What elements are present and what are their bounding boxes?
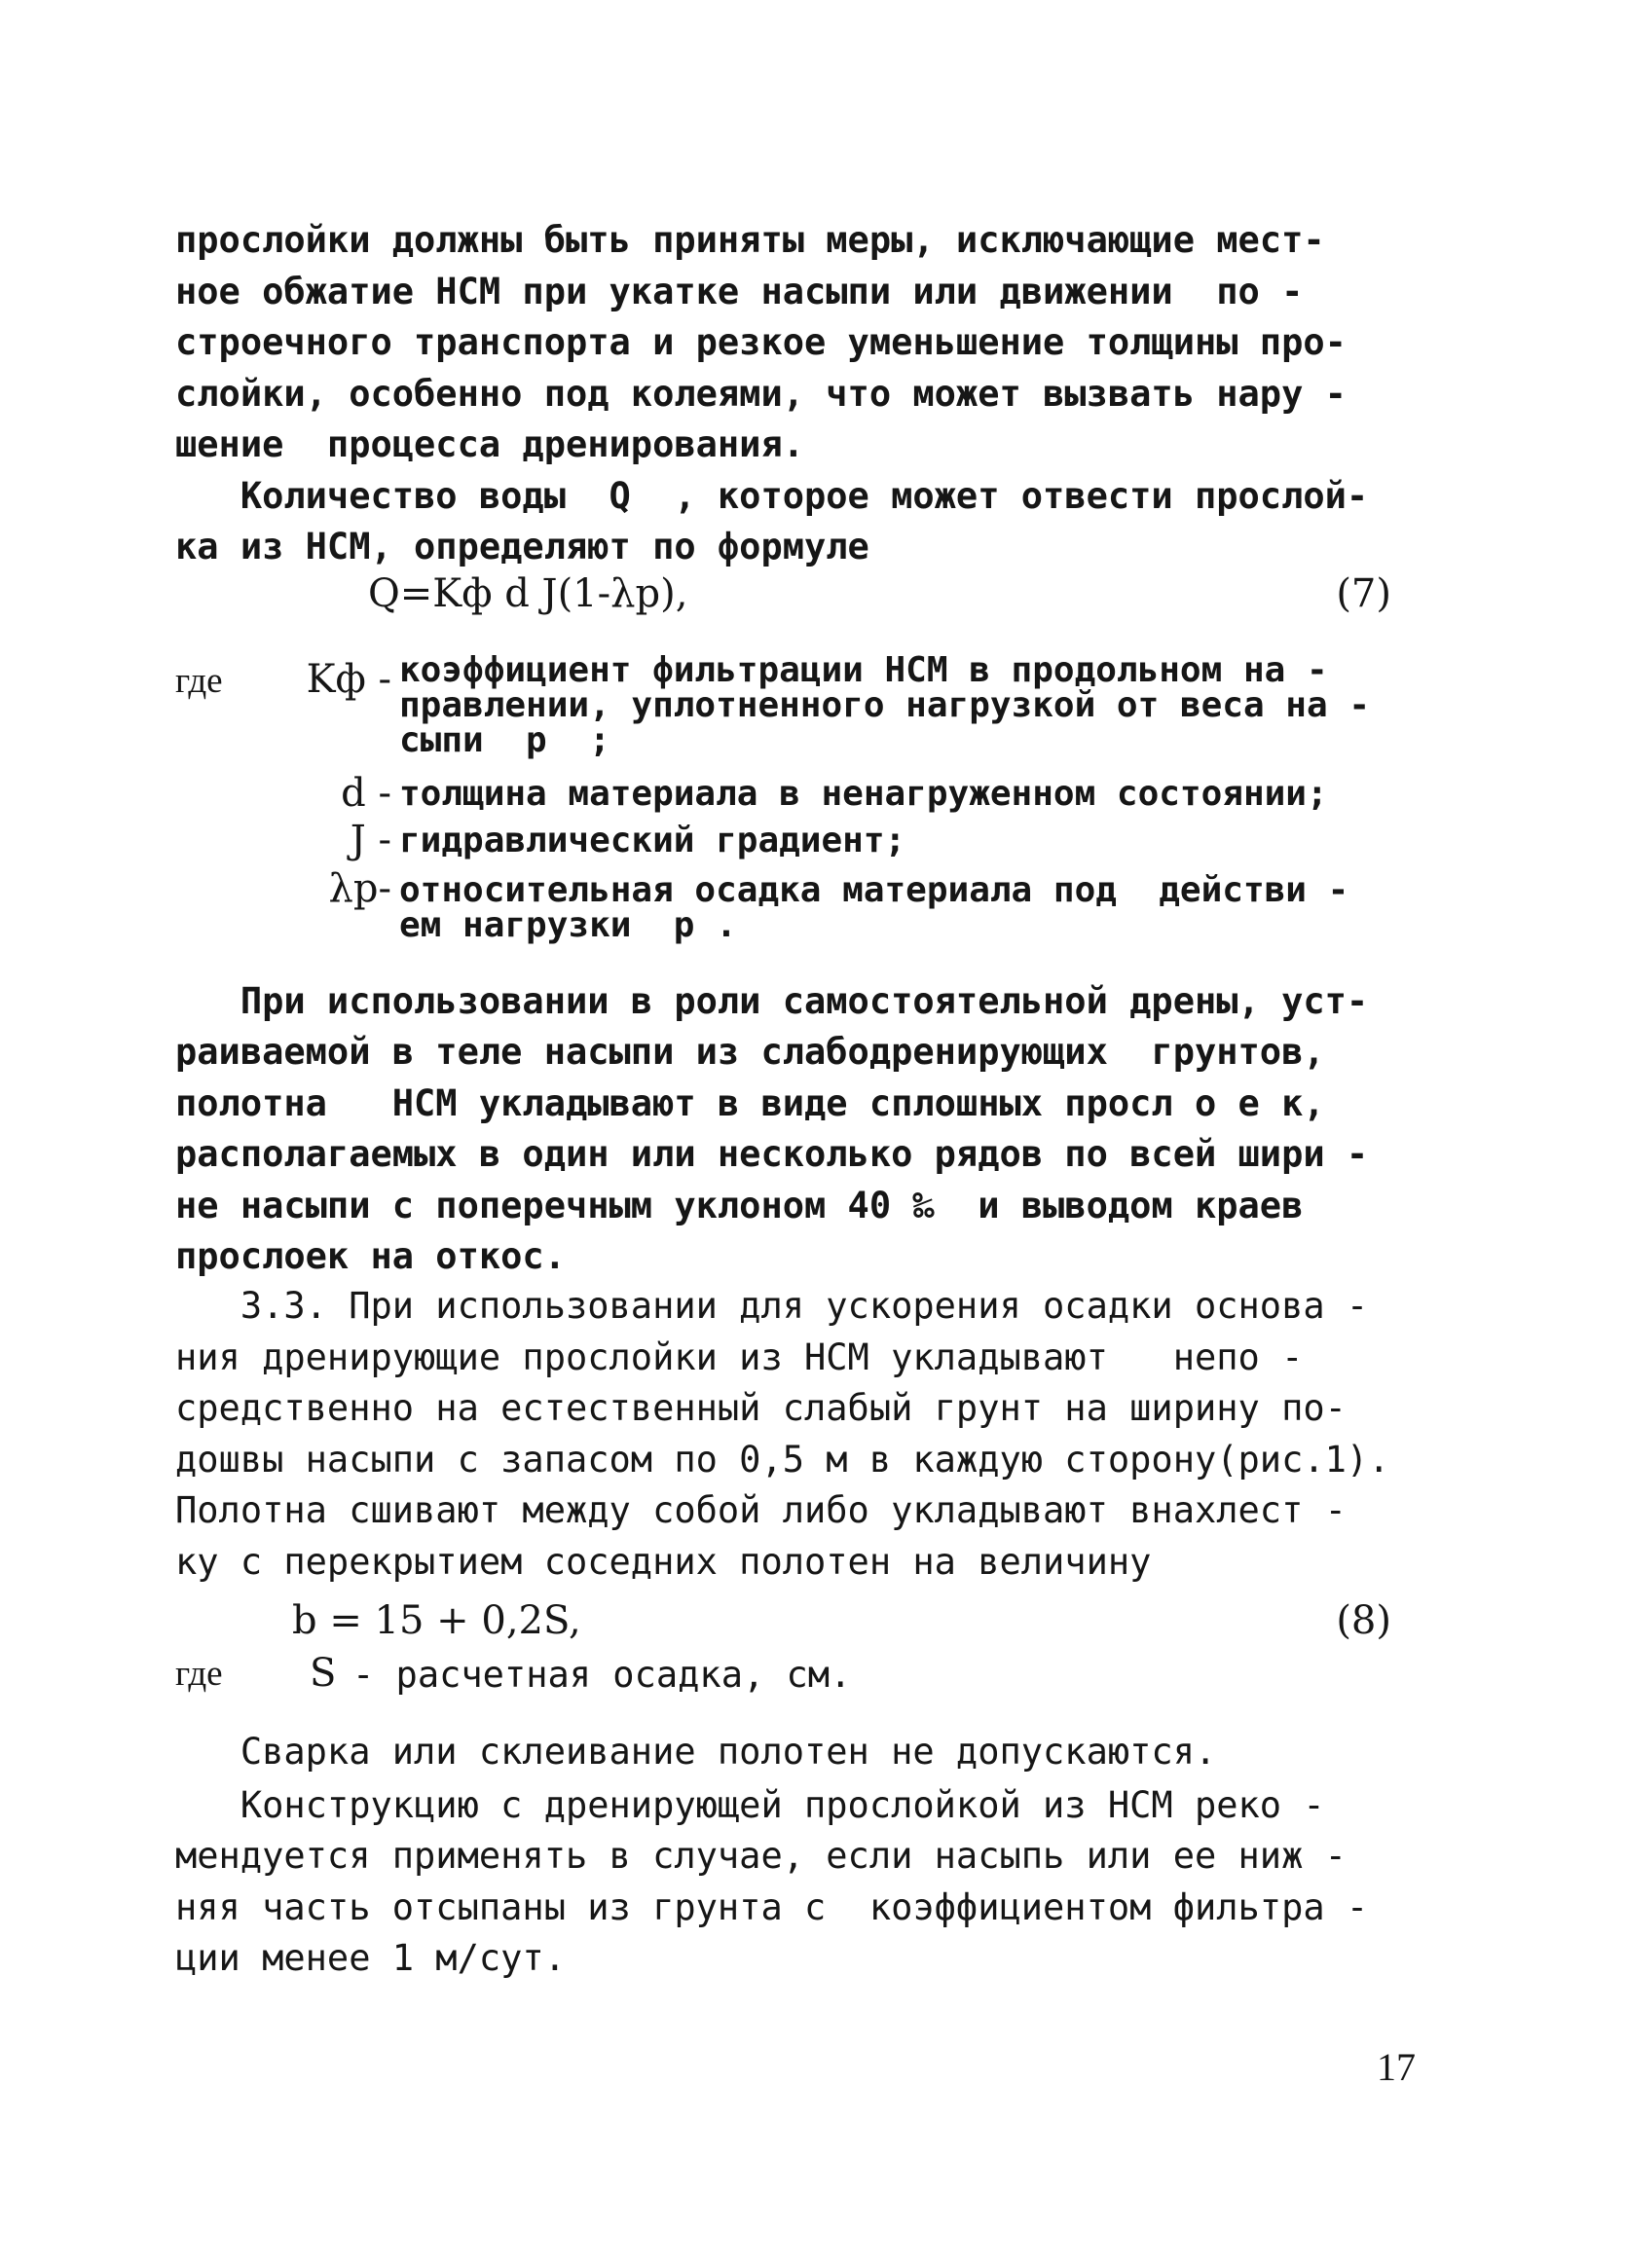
definition-text: относительная осадка материала под действи -	[399, 870, 1349, 910]
text-line: располагаемых в один или несколько рядов по всей шири -	[175, 1133, 1369, 1175]
equation-number-8: (8)	[1336, 1598, 1391, 1643]
definition-symbol: S	[310, 1651, 337, 1696]
text-line: полотна НСМ укладывают в виде сплошных просл о е к,	[175, 1082, 1325, 1124]
definition-text: коэффициент фильтрации НСМ в продольном на -	[399, 650, 1328, 690]
text-line: При использовании в роли самостоятельной дрены, уст-	[175, 980, 1369, 1022]
text-line: ка из НСМ, определяют по формуле	[175, 526, 869, 567]
equation-number-7: (7)	[1336, 571, 1391, 616]
text-line: ния дренирующие прослойки из НСМ укладывают непо -	[175, 1336, 1304, 1378]
text-line: Конструкцию с дренирующей прослойкой из НСМ реко -	[175, 1784, 1325, 1826]
formula-7: Q=Kф d J(1-λp),	[368, 571, 688, 616]
where-label-8: где	[175, 1654, 223, 1694]
definition-text: - расчетная осадка, см.	[352, 1654, 852, 1696]
text-line: 3.3. При использовании для ускорения осадки основа -	[175, 1285, 1369, 1327]
text-line: слойки, особенно под колеями, что может вызвать нару -	[175, 373, 1347, 415]
text-line: прослоек на откос.	[175, 1235, 566, 1277]
text-line: средственно на естественный слабый грунт на ширину по-	[175, 1387, 1347, 1429]
definition-symbol: Kф -	[306, 657, 391, 702]
definition-text: толщина материала в ненагруженном состоянии;	[399, 774, 1328, 814]
text-line: прослойки должны быть приняты меры, исключающие мест-	[175, 219, 1325, 261]
where-label: где	[175, 661, 223, 701]
definition-text: сыпи p ;	[399, 720, 610, 760]
text-line: шение процесса дренирования.	[175, 423, 805, 465]
paragraph-5: Сварка или склеивание полотен не допускаются.	[175, 1731, 1217, 1773]
text-line: ку с перекрытием соседних полотен на величину	[175, 1541, 1152, 1583]
text-line: няя часть отсыпаны из грунта с коэффициентом фильтра -	[175, 1886, 1369, 1928]
definition-text: гидравлический градиент;	[399, 821, 906, 860]
text-line: дошвы насыпи с запасом по 0,5 м в каждую сторону(рис.1).	[175, 1439, 1390, 1481]
definition-text: ем нагрузки p .	[399, 905, 737, 945]
text-line: раиваемой в теле насыпи из слабодренирующих грунтов,	[175, 1031, 1325, 1073]
text-line: строечного транспорта и резкое уменьшение толщины про-	[175, 321, 1347, 363]
page-number: 17	[1377, 2045, 1416, 2089]
text-line: не насыпи с поперечным уклоном 40 ‰ и выводом краев	[175, 1185, 1304, 1226]
text-line: Полотна сшивают между собой либо укладывают внахлест -	[175, 1489, 1347, 1531]
formula-8: b = 15 + 0,2S,	[292, 1598, 581, 1643]
text-line: Количество воды Q , которое может отвести прослой-	[175, 475, 1369, 517]
definition-symbol: d -	[341, 771, 391, 816]
definition-symbol: λp-	[328, 866, 391, 911]
text-line: ции менее 1 м/сут.	[175, 1937, 566, 1979]
text-line: мендуется применять в случае, если насыпь или ее ниж -	[175, 1835, 1347, 1877]
definition-symbol: J -	[350, 818, 391, 862]
text-line: ное обжатие НСМ при укатке насыпи или движении по -	[175, 271, 1304, 312]
definition-text: правлении, уплотненного нагрузкой от веса на -	[399, 685, 1370, 725]
